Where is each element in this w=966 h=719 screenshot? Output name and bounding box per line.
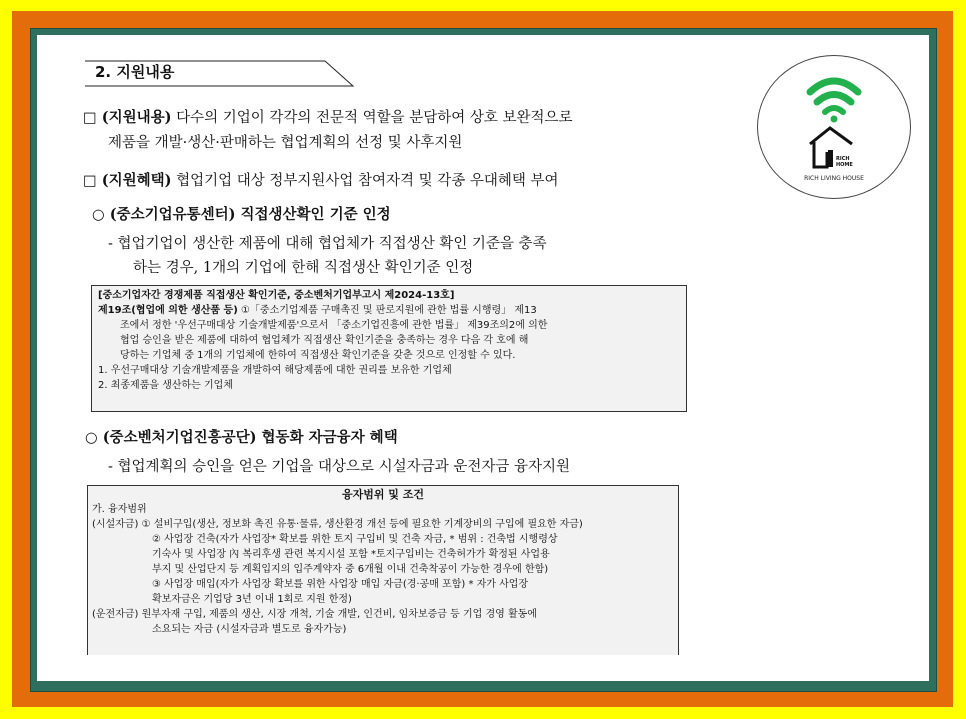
rich-home-logo [757, 55, 911, 199]
operating-label: (운전자금) [92, 609, 139, 620]
operating-line1 [92, 607, 674, 622]
operating-text-line2: 소요되는 자금 (시설자금과 별도로 융자가능) [152, 624, 347, 635]
wifi-icon [810, 81, 858, 123]
facility-item1: ① 설비구입(생산, 정보화 촉진 유통·물류, 생산환경 개선 등에 필요한 기계장비의 구입에 필요한 자금) [141, 519, 583, 530]
section-title: 2. 지원내용 [95, 63, 175, 81]
facility-item2-line2: 기숙사 및 사업장 內 복리후생 관련 복지시설 포함 *토지구입비는 건축허가가 확정된 사업용 [152, 549, 550, 560]
facility-item2-line3: 부지 및 산업단지 등 계획입지의 입주계약자 중 6개월 이내 건축착공이 가능한 경우에 한함) [152, 564, 549, 575]
logo-caption: RICH LIVING HOUSE [804, 175, 864, 182]
subbullet-distribution-center: ○ (중소기업유통센터) 직접생산확인 기준 인정 [92, 206, 391, 223]
facility-item3: ③ 사업장 매입(자가 사업장 확보를 위한 사업장 매입 자금(경·공매 포함) * 자가 사업장 [152, 579, 529, 590]
bullet-label: □ (지원내용) [83, 109, 172, 126]
regulation-item1: 1. 우선구매대상 기술개발제품을 개발하여 해당제품에 대한 권리를 보유한 기업체 [98, 365, 452, 376]
loan-box-title: 융자범위 및 조건 [341, 488, 425, 501]
operating-text: 원부자재 구입, 제품의 생산, 시장 개척, 기술 개발, 인건비, 임차보증금 등 기업 경영 활동에 [141, 609, 537, 620]
subbullet-detail: - 협업계획의 승인을 얻은 기업을 대상으로 시설자금과 운전자금 융자지원 [108, 459, 570, 475]
regulation-line1 [98, 303, 680, 318]
facility-label: (시설자금) [92, 519, 139, 530]
bullet-text: 다수의 기업이 각각의 전문적 역할을 분담하여 상호 보완적으로 [171, 110, 573, 126]
brand-home: HOME [836, 162, 853, 168]
bullet-support-benefit [83, 169, 559, 193]
facility-item3-line2: 확보자금은 기업당 3년 이내 1회로 지원 한정) [152, 594, 352, 605]
bullet-support-content [83, 106, 573, 130]
subbullet-sme-agency: ○ (중소벤처기업진흥공단) 협동화 자금융자 혜택 [85, 429, 398, 446]
article-title: 제19조(협업에 의한 생산품 등) [98, 305, 238, 316]
loan-conditions-box [87, 485, 679, 655]
regulation-item2: 2. 최종제품을 생산하는 기업체 [98, 380, 233, 391]
bullet-text: 협업기업 대상 정부지원사업 참여자격 및 각종 우대혜택 부여 [171, 173, 559, 189]
article-text: ①「중소기업제품 구매촉진 및 판로지원에 관한 법률 시행령」 제13 [237, 305, 537, 316]
regulation-line3: 협업 승인을 받은 제품에 대하여 협업체가 직접생산 확인기준을 충족하는 경우 다음 각 호에 해 [120, 335, 529, 346]
loan-scope-label: 가. 융자범위 [92, 504, 147, 515]
bullet-label: □ (지원혜택) [83, 172, 172, 189]
facility-line1 [92, 517, 674, 532]
regulation-box [91, 285, 687, 412]
regulation-line2: 조에서 정한 '우선구매대상 기술개발제품'으로서 「중소기업진흥에 관한 법률」 제39조의2에 의한 [120, 320, 548, 331]
brand-small-text [836, 156, 853, 168]
subbullet-detail: - 협업기업이 생산한 제품에 대해 협업체가 직접생산 확인 기준을 충족 [108, 236, 547, 252]
bullet-text-line2: 제품을 개발·생산·판매하는 협업계획의 선정 및 사후지원 [108, 135, 463, 151]
facility-item2: ② 사업장 건축(자가 사업장* 확보를 위한 토지 구입비 및 건축 자금, * 범위 : 건축법 시행령상 [152, 534, 558, 545]
subbullet-detail-line2: 하는 경우, 1개의 기업에 한해 직접생산 확인기준 인정 [133, 260, 474, 276]
regulation-line4: 당하는 기업체 중 1개의 기업체에 한하여 직접생산 확인기준을 갖춘 것으로 인정할 수 있다. [120, 350, 516, 361]
regulation-header: [중소기업자간 경쟁제품 직접생산 확인기준, 중소벤처기업부고시 제2024-13호] [98, 290, 455, 301]
brand-rich: RICH [836, 156, 850, 162]
